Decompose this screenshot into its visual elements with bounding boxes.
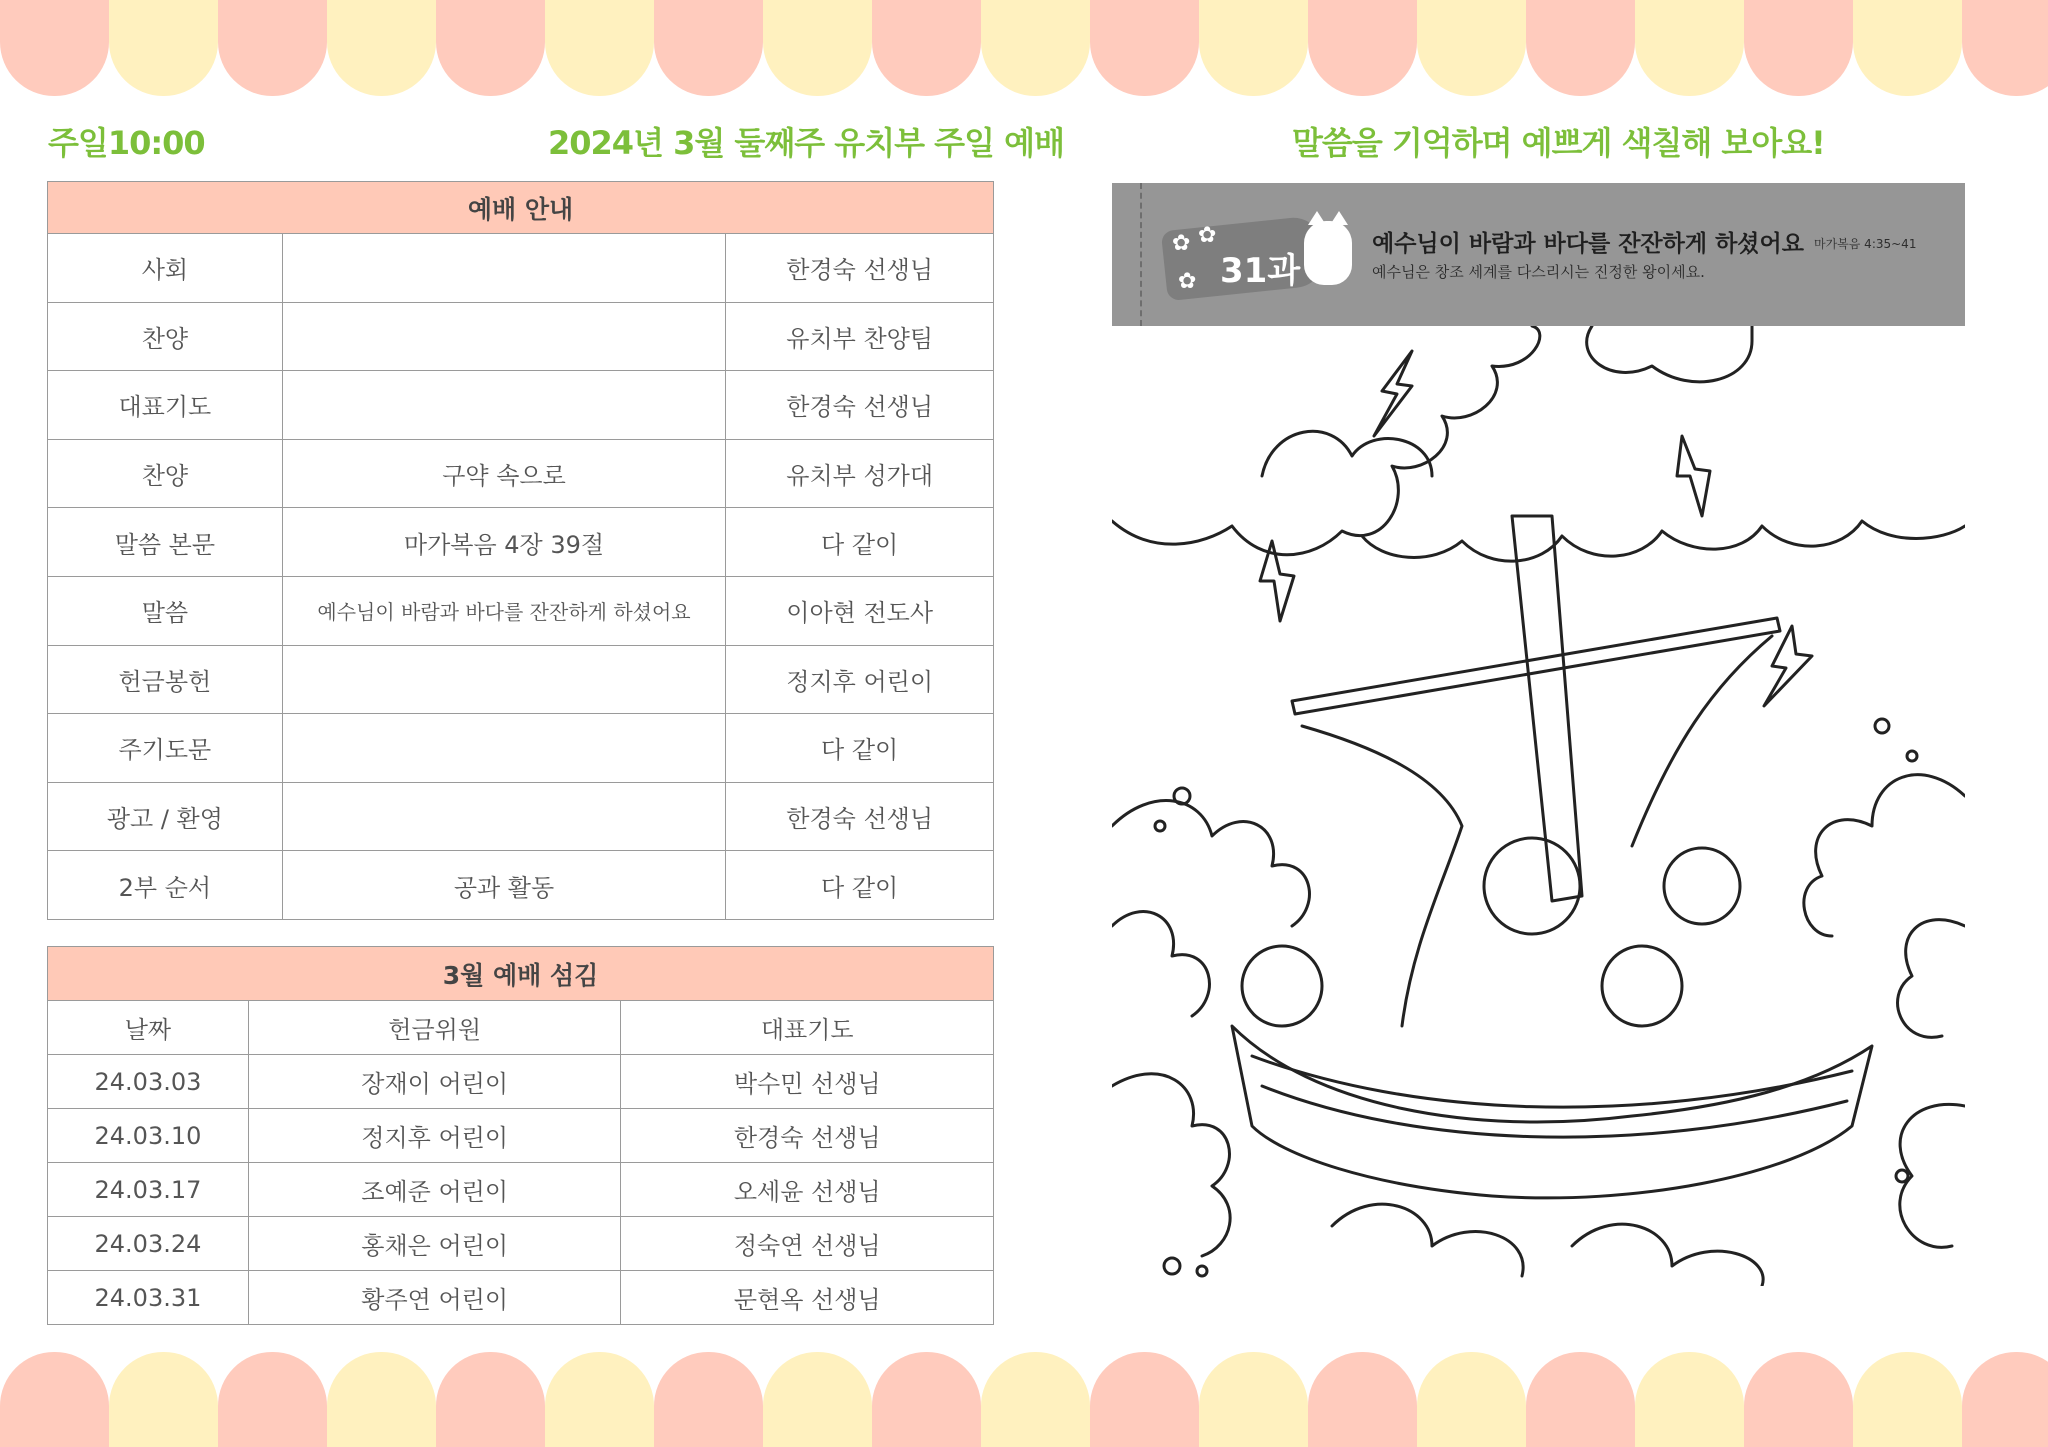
table-row: [48, 234, 994, 303]
column-header-date: 날짜: [48, 1001, 249, 1055]
scallop: [1417, 0, 1526, 96]
scallop: [981, 0, 1090, 96]
table-row: [48, 576, 994, 645]
worship-leader: 정지후 어린이: [726, 645, 994, 714]
lightning-icon: [1374, 351, 1412, 436]
column-header-offering: 헌금위원: [248, 1001, 621, 1055]
worship-leader: 다 같이: [726, 851, 994, 920]
lesson-number: 31과: [1220, 251, 1301, 291]
flower-icon: ✿: [1178, 269, 1197, 294]
scallop: [545, 0, 654, 96]
serve-offering: 장재이 어린이: [248, 1055, 621, 1109]
worship-guide-title: 예배 안내: [48, 182, 994, 234]
wave: [1112, 801, 1309, 1256]
scallop: [1853, 1352, 1962, 1447]
scallop: [1090, 1352, 1199, 1447]
cloud-icon: [1112, 326, 1752, 555]
scallop: [109, 1352, 218, 1447]
worship-content: [282, 645, 726, 714]
scallop: [1635, 1352, 1744, 1447]
bubble: [1896, 1170, 1908, 1182]
cat-icon: [1304, 221, 1352, 285]
table-row: [48, 1109, 994, 1163]
worship-content: 구약 속으로: [282, 439, 726, 508]
scallop: [545, 1352, 654, 1447]
flower-icon: ✿: [1172, 231, 1191, 256]
worship-content: 예수님이 바람과 바다를 잔잔하게 하셨어요: [282, 576, 726, 645]
scallop: [1526, 1352, 1635, 1447]
serve-prayer: 문현옥 선생님: [621, 1271, 994, 1325]
table-row: [48, 302, 994, 371]
lesson-banner: [1112, 183, 1965, 326]
bubble: [1197, 1266, 1207, 1276]
worship-item: 말씀 본문: [48, 508, 283, 577]
table-row: [48, 851, 994, 920]
scallop: [218, 0, 327, 96]
scallop: [872, 1352, 981, 1447]
table-row: [48, 371, 994, 440]
worship-leader: 다 같이: [726, 508, 994, 577]
jesus-head: [1484, 838, 1580, 934]
scallop: [1308, 1352, 1417, 1447]
worship-leader: 한경숙 선생님: [726, 371, 994, 440]
worship-content: [282, 714, 726, 783]
scallop: [436, 0, 545, 96]
scallop: [1744, 1352, 1853, 1447]
serve-prayer: 박수민 선생님: [621, 1055, 994, 1109]
top-scallop-border: [0, 0, 2048, 100]
dashed-line: [1140, 183, 1142, 326]
serve-prayer: 한경숙 선생님: [621, 1109, 994, 1163]
bubble: [1155, 821, 1165, 831]
table-row: [48, 508, 994, 577]
worship-content: [282, 234, 726, 303]
scallop: [1853, 0, 1962, 96]
serve-offering: 홍채은 어린이: [248, 1217, 621, 1271]
table-row: [48, 1217, 994, 1271]
scallop: [981, 1352, 1090, 1447]
cloud-icon: [1362, 521, 1965, 561]
disciple-head: [1664, 848, 1740, 924]
lesson-subtitle: 예수님은 창조 세계를 다스리시는 진정한 왕이세요.: [1372, 263, 1705, 281]
scallop: [1744, 0, 1853, 96]
worship-leader: 다 같이: [726, 714, 994, 783]
serve-date: 24.03.17: [48, 1163, 249, 1217]
worship-item: 찬양: [48, 439, 283, 508]
scallop: [1526, 0, 1635, 96]
table-row: [48, 645, 994, 714]
worship-item: 주기도문: [48, 714, 283, 783]
sail: [1302, 636, 1772, 1026]
scallop: [1962, 1352, 2048, 1447]
worship-item: 말씀: [48, 576, 283, 645]
scallop: [1308, 0, 1417, 96]
boat-hull-lines: [1252, 1056, 1852, 1137]
lesson-reference: 마가복음 4:35~41: [1814, 237, 1917, 251]
bubble: [1907, 751, 1917, 761]
scallop: [1199, 0, 1308, 96]
worship-leader: 한경숙 선생님: [726, 782, 994, 851]
table-row: [48, 714, 994, 783]
scallop: [763, 0, 872, 96]
bubble: [1164, 1258, 1180, 1274]
coloring-illustration: [1112, 326, 1965, 1286]
serving-schedule-title: 3월 예배 섬김: [48, 947, 994, 1001]
table-row: [48, 1055, 994, 1109]
scallop: [109, 0, 218, 96]
lesson-title: 예수님이 바람과 바다를 잔잔하게 하셨어요: [1372, 231, 1804, 257]
mast: [1512, 516, 1582, 901]
scallop: [327, 0, 436, 96]
scallop: [654, 0, 763, 96]
serving-schedule-table: [47, 946, 994, 1325]
worship-item: 2부 순서: [48, 851, 283, 920]
worship-guide-table: [47, 181, 994, 920]
column-header-prayer: 대표기도: [621, 1001, 994, 1055]
scallop: [1199, 1352, 1308, 1447]
serve-date: 24.03.10: [48, 1109, 249, 1163]
wave: [1332, 1204, 1763, 1286]
service-time: 주일10:00: [48, 124, 205, 162]
serve-date: 24.03.03: [48, 1055, 249, 1109]
serve-date: 24.03.31: [48, 1271, 249, 1325]
worship-leader: 이아현 전도사: [726, 576, 994, 645]
bubble: [1875, 719, 1889, 733]
scallop: [763, 1352, 872, 1447]
scallop: [327, 1352, 436, 1447]
scallop: [872, 0, 981, 96]
worship-item: 헌금봉헌: [48, 645, 283, 714]
boat-icon: [1232, 1026, 1872, 1198]
table-row: [48, 439, 994, 508]
scallop: [1962, 0, 2048, 96]
scallop: [654, 1352, 763, 1447]
lightning-icon: [1677, 436, 1710, 516]
table-row: [48, 782, 994, 851]
scallop: [1090, 0, 1199, 96]
serve-date: 24.03.24: [48, 1217, 249, 1271]
worship-item: 사회: [48, 234, 283, 303]
scallop: [218, 1352, 327, 1447]
serve-prayer: 오세윤 선생님: [621, 1163, 994, 1217]
worship-leader: 한경숙 선생님: [726, 234, 994, 303]
scallop: [436, 1352, 545, 1447]
worship-content: [282, 302, 726, 371]
serve-offering: 정지후 어린이: [248, 1109, 621, 1163]
serve-prayer: 정숙연 선생님: [621, 1217, 994, 1271]
wave: [1804, 775, 1965, 1248]
disciple-head: [1242, 946, 1322, 1026]
table-row: [48, 1163, 994, 1217]
scallop: [1417, 1352, 1526, 1447]
serve-offering: 조예준 어린이: [248, 1163, 621, 1217]
worship-content: 공과 활동: [282, 851, 726, 920]
scallop: [1635, 0, 1744, 96]
coloring-title: 말씀을 기억하며 예쁘게 색칠해 보아요!: [1292, 124, 1825, 162]
worship-leader: 유치부 찬양팀: [726, 302, 994, 371]
yard: [1292, 618, 1780, 714]
worship-content: [282, 371, 726, 440]
worship-content: 마가복음 4장 39절: [282, 508, 726, 577]
serve-offering: 황주연 어린이: [248, 1271, 621, 1325]
flower-icon: ✿: [1198, 223, 1217, 248]
disciple-head: [1602, 946, 1682, 1026]
table-row: [48, 1271, 994, 1325]
scallop: [0, 1352, 109, 1447]
worship-content: [282, 782, 726, 851]
scallop: [0, 0, 109, 96]
worship-leader: 유치부 성가대: [726, 439, 994, 508]
bottom-scallop-border: [0, 1348, 2048, 1447]
worship-item: 대표기도: [48, 371, 283, 440]
worship-item: 광고 / 환영: [48, 782, 283, 851]
service-title: 2024년 3월 둘째주 유치부 주일 예배: [548, 124, 1064, 162]
worship-item: 찬양: [48, 302, 283, 371]
